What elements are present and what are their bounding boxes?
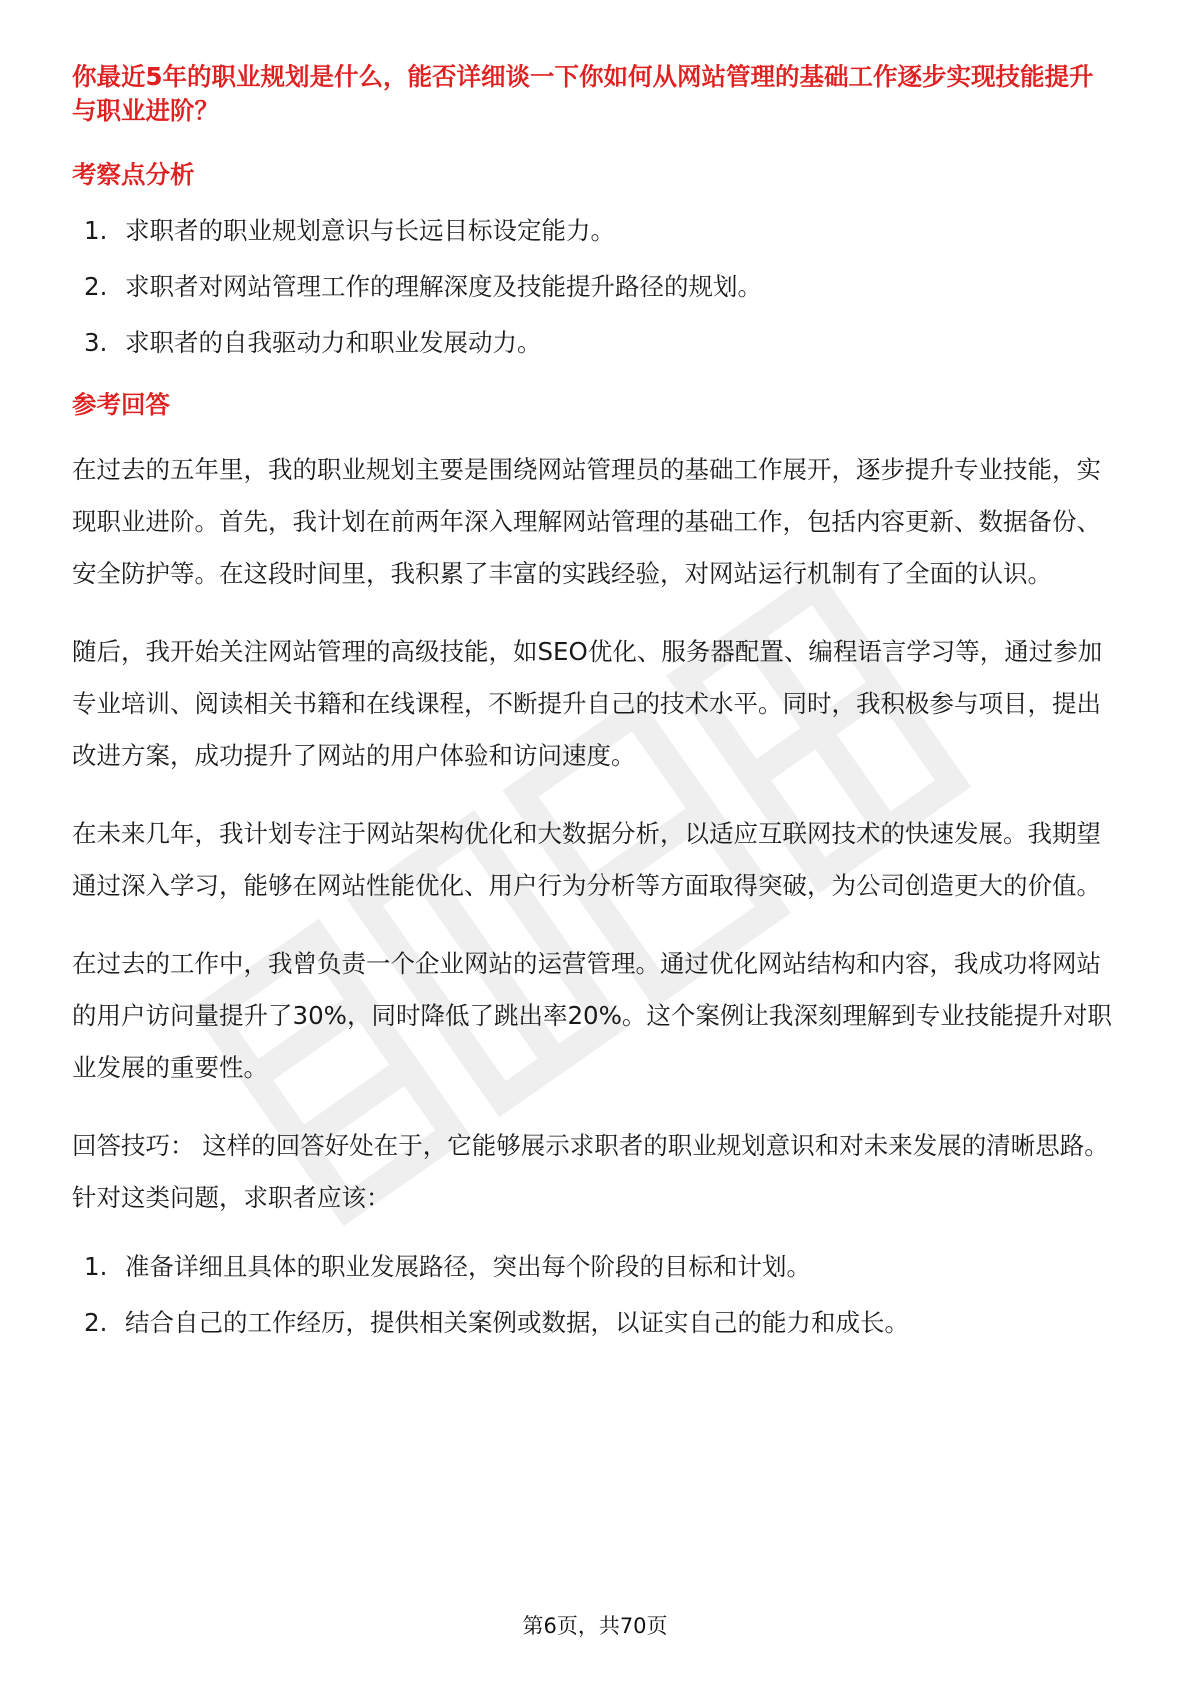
list-item-text: 求职者的职业规划意识与长远目标设定能力。	[125, 216, 615, 245]
list-item	[72, 270, 1117, 304]
answer-tips-paragraph: 回答技巧： 这样的回答好处在于，它能够展示求职者的职业规划意识和对未来发展的清晰思路。针对这类问题，求职者应该：	[72, 1131, 1109, 1212]
question-heading: 你最近5年的职业规划是什么，能否详细谈一下你如何从网站管理的基础工作逐步实现技能提升与职业进阶？	[72, 62, 1094, 125]
list-item	[72, 1250, 1117, 1284]
list-item-number: 2.	[84, 1308, 108, 1337]
answer-paragraph: 在过去的五年里，我的职业规划主要是围绕网站管理员的基础工作展开，逐步提升专业技能，实现职业进阶。首先，我计划在前两年深入理解网站管理的基础工作，包括内容更新、数据备份、安全防护等。在这段时间里，我积累了丰富的实践经验，对网站运行机制有了全面的认识。	[72, 455, 1101, 588]
list-item-text: 求职者的自我驱动力和职业发展动力。	[125, 328, 542, 357]
list-item-number: 3.	[84, 328, 108, 357]
analysis-title: 考察点分析	[72, 160, 195, 189]
list-item-text: 结合自己的工作经历，提供相关案例或数据，以证实自己的能力和成长。	[125, 1308, 909, 1337]
list-item	[72, 1306, 1117, 1340]
answer-paragraph: 在未来几年，我计划专注于网站架构优化和大数据分析，以适应互联网技术的快速发展。我期望通过深入学习，能够在网站性能优化、用户行为分析等方面取得突破，为公司创造更大的价值。	[72, 819, 1101, 900]
reference-title: 参考回答	[72, 390, 170, 419]
page-footer: 第6页，共70页	[522, 1614, 668, 1638]
analysis-list	[72, 214, 1117, 360]
list-item-number: 2.	[84, 272, 108, 301]
answer-paragraph: 随后，我开始关注网站管理的高级技能，如SEO优化、服务器配置、编程语言学习等，通过参加专业培训、阅读相关书籍和在线课程，不断提升自己的技术水平。同时，我积极参与项目，提出改进方案，成功提升了网站的用户体验和访问速度。	[72, 637, 1103, 770]
page-content	[72, 60, 1117, 1368]
list-item-text: 求职者对网站管理工作的理解深度及技能提升路径的规划。	[125, 272, 762, 301]
list-item-number: 1.	[84, 216, 108, 245]
tips-list	[72, 1250, 1117, 1340]
list-item-number: 1.	[84, 1252, 108, 1281]
list-item	[72, 326, 1117, 360]
list-item-text: 准备详细且具体的职业发展路径，突出每个阶段的目标和计划。	[125, 1252, 811, 1281]
answer-paragraph: 在过去的工作中，我曾负责一个企业网站的运营管理。通过优化网站结构和内容，我成功将网站的用户访问量提升了30%，同时降低了跳出率20%。这个案例让我深刻理解到专业技能提升对职业发展的重要性。	[72, 949, 1112, 1082]
list-item	[72, 214, 1117, 248]
